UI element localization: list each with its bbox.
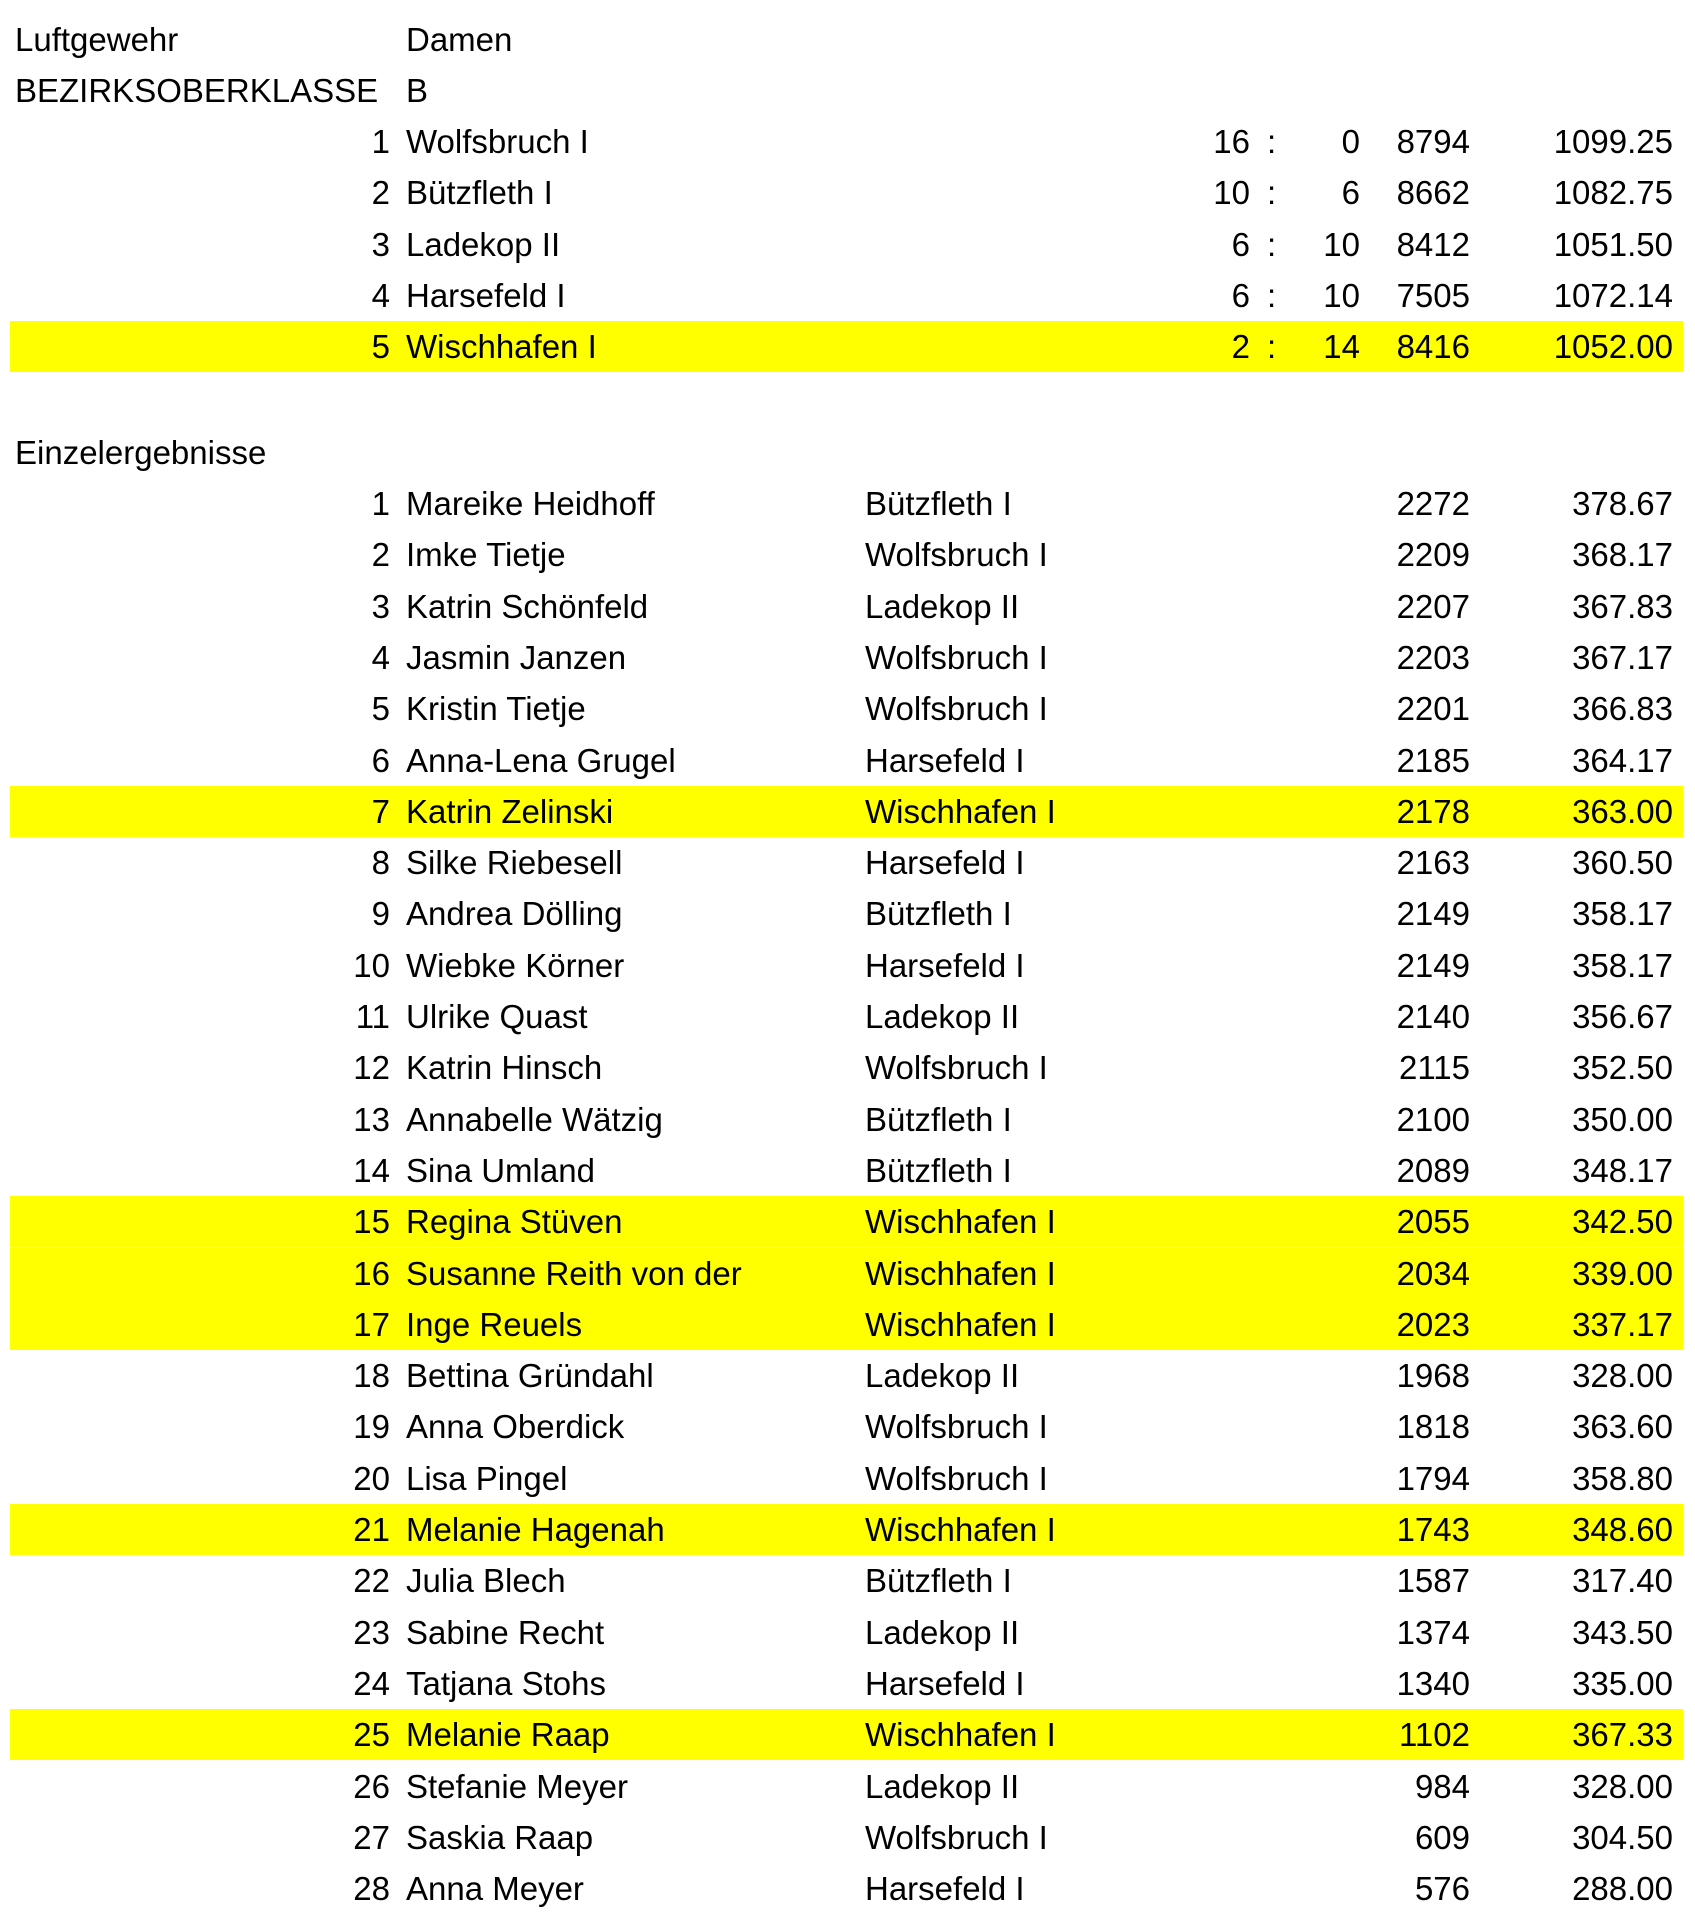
- shooter-name: Jasmin Janzen: [406, 638, 627, 676]
- individual-rank: 9: [371, 895, 390, 933]
- shooter-average: 350.00: [1572, 1100, 1673, 1138]
- individual-rank: 27: [353, 1818, 390, 1856]
- individual-row: [10, 735, 1683, 786]
- shooter-name: Saskia Raap: [406, 1818, 594, 1856]
- individual-rank: 14: [353, 1151, 390, 1189]
- shooter-name: Katrin Schönfeld: [406, 587, 649, 625]
- team-points-lost: 14: [1323, 328, 1360, 366]
- individual-rank: 1: [371, 485, 390, 522]
- individual-row: [10, 1401, 1683, 1452]
- shooter-rings: 2055: [1396, 1203, 1470, 1241]
- team-points-won: 6: [1231, 276, 1250, 314]
- individual-rank: 19: [353, 1408, 390, 1446]
- shooter-average: 363.00: [1572, 792, 1673, 830]
- individual-rank: 5: [371, 690, 390, 728]
- team-name: Wolfsbruch I: [406, 123, 589, 160]
- shooter-club: Wolfsbruch I: [865, 1818, 1048, 1856]
- shooter-rings: 576: [1414, 1870, 1470, 1908]
- shooter-rings: 2178: [1396, 792, 1470, 830]
- individual-row: [10, 632, 1683, 683]
- team-row: [10, 167, 1683, 218]
- shooter-name: Melanie Raap: [406, 1716, 610, 1754]
- shooter-club: Bützfleth I: [865, 895, 1012, 933]
- individual-rank: 21: [353, 1511, 390, 1548]
- shooter-rings: 1587: [1396, 1562, 1470, 1600]
- team-points-won: 6: [1231, 225, 1250, 263]
- shooter-rings: 2115: [1399, 1049, 1470, 1087]
- points-separator: :: [1267, 276, 1277, 314]
- individual-row: [10, 1145, 1683, 1196]
- individual-rank: 8: [371, 844, 390, 882]
- shooter-average: 342.50: [1572, 1203, 1673, 1241]
- individual-row: [10, 1658, 1683, 1709]
- shooter-average: 358.80: [1572, 1459, 1673, 1497]
- header-row-1: [10, 14, 1683, 65]
- individual-row: [10, 888, 1683, 939]
- shooter-average: 352.50: [1572, 1049, 1673, 1087]
- shooter-rings: 2272: [1396, 485, 1470, 522]
- team-points-lost: 6: [1341, 174, 1360, 212]
- individual-row: [10, 1350, 1683, 1401]
- shooter-name: Anna Meyer: [406, 1870, 584, 1908]
- individual-rank: 26: [353, 1767, 390, 1805]
- individual-row: [10, 1042, 1683, 1093]
- shooter-club: Wolfsbruch I: [865, 638, 1048, 676]
- individual-rank: 13: [353, 1100, 390, 1138]
- team-rings: 8416: [1396, 328, 1470, 366]
- shooter-rings: 2207: [1396, 587, 1470, 625]
- shooter-rings: 1340: [1396, 1664, 1470, 1702]
- team-row: [10, 219, 1683, 270]
- team-average: 1099.25: [1553, 123, 1673, 160]
- shooter-average: 364.17: [1572, 741, 1673, 779]
- shooter-club: Harsefeld I: [865, 1870, 1025, 1908]
- shooter-rings: 984: [1414, 1767, 1470, 1805]
- points-separator: :: [1267, 225, 1277, 263]
- individual-rank: 18: [353, 1357, 390, 1395]
- team-points-won: 2: [1231, 328, 1250, 366]
- shooter-name: Mareike Heidhoff: [406, 485, 655, 522]
- team-rings: 7505: [1396, 276, 1470, 314]
- shooter-average: 363.60: [1572, 1408, 1673, 1446]
- shooter-name: Bettina Gründahl: [406, 1357, 654, 1395]
- shooter-club: Bützfleth I: [865, 485, 1012, 522]
- shooter-average: 304.50: [1572, 1818, 1673, 1856]
- shooter-club: Wischhafen I: [865, 1254, 1056, 1292]
- individual-row: [10, 991, 1683, 1042]
- team-rank: 1: [371, 123, 390, 160]
- shooter-rings: 1794: [1396, 1459, 1470, 1497]
- shooter-rings: 1374: [1396, 1613, 1470, 1651]
- individual-rank: 24: [353, 1664, 390, 1702]
- shooter-rings: 2034: [1396, 1254, 1470, 1292]
- shooter-average: 356.67: [1572, 998, 1673, 1035]
- individual-row: [10, 1504, 1683, 1555]
- points-separator: :: [1267, 328, 1277, 366]
- individual-row: [10, 1299, 1683, 1350]
- shooter-average: 348.60: [1572, 1511, 1673, 1548]
- shooter-club: Ladekop II: [865, 1767, 1020, 1805]
- individual-row: [10, 786, 1683, 837]
- header-row-2: [10, 65, 1683, 116]
- individual-row: [10, 1607, 1683, 1658]
- shooter-club: Wischhafen I: [865, 1716, 1056, 1754]
- shooter-club: Bützfleth I: [865, 1562, 1012, 1600]
- shooter-average: 367.83: [1572, 587, 1673, 625]
- individual-row: [10, 683, 1683, 734]
- shooter-name: Julia Blech: [406, 1562, 566, 1600]
- shooter-average: 368.17: [1572, 536, 1673, 574]
- shooter-name: Tatjana Stohs: [406, 1664, 606, 1702]
- shooter-average: 378.67: [1572, 485, 1673, 522]
- individual-section-title: Einzelergebnisse: [15, 434, 267, 471]
- shooter-name: Susanne Reith von der: [406, 1254, 742, 1292]
- team-points-lost: 10: [1323, 225, 1360, 263]
- individual-rank: 7: [371, 792, 390, 830]
- shooter-average: 343.50: [1572, 1613, 1673, 1651]
- team-row: [10, 116, 1683, 167]
- shooter-rings: 1102: [1399, 1716, 1470, 1754]
- shooter-club: Ladekop II: [865, 998, 1020, 1035]
- shooter-name: Anna-Lena Grugel: [406, 741, 676, 779]
- individual-row: [10, 1761, 1683, 1812]
- shooter-club: Bützfleth I: [865, 1151, 1012, 1189]
- shooter-rings: 2149: [1396, 895, 1470, 933]
- individual-row: [10, 1196, 1683, 1247]
- shooter-rings: 2185: [1396, 741, 1470, 779]
- shooter-club: Harsefeld I: [865, 946, 1025, 984]
- shooter-name: Sina Umland: [406, 1151, 595, 1189]
- shooter-average: 367.33: [1572, 1716, 1673, 1754]
- individual-row: [10, 1094, 1683, 1145]
- team-points-lost: 10: [1323, 276, 1360, 314]
- shooter-club: Wischhafen I: [865, 1305, 1056, 1343]
- team-row: [10, 270, 1683, 321]
- team-rings: 8794: [1396, 123, 1470, 160]
- team-name: Bützfleth I: [406, 174, 553, 212]
- individual-rank: 28: [353, 1870, 390, 1908]
- shooter-rings: 2149: [1396, 946, 1470, 984]
- shooter-name: Katrin Zelinski: [406, 792, 614, 830]
- shooter-name: Andrea Dölling: [406, 895, 623, 933]
- shooter-club: Ladekop II: [865, 1613, 1020, 1651]
- points-separator: :: [1267, 174, 1277, 212]
- individual-rank: 4: [371, 638, 390, 676]
- team-rank: 4: [371, 276, 390, 314]
- shooter-name: Stefanie Meyer: [406, 1767, 628, 1805]
- shooter-rings: 2089: [1396, 1151, 1470, 1189]
- shooter-rings: 1968: [1396, 1357, 1470, 1395]
- shooter-average: 288.00: [1572, 1870, 1673, 1908]
- individual-rank: 2: [371, 536, 390, 574]
- team-points-won: 16: [1213, 123, 1250, 160]
- team-points-won: 10: [1213, 174, 1250, 212]
- shooter-club: Wischhafen I: [865, 792, 1056, 830]
- shooter-club: Harsefeld I: [865, 844, 1025, 882]
- shooter-name: Regina Stüven: [406, 1203, 623, 1241]
- shooter-average: 366.83: [1572, 690, 1673, 728]
- shooter-rings: 2163: [1396, 844, 1470, 882]
- league-label: BEZIRKSOBERKLASSE: [15, 72, 379, 109]
- shooter-average: 337.17: [1572, 1305, 1673, 1343]
- shooter-club: Ladekop II: [865, 1357, 1020, 1395]
- shooter-average: 358.17: [1572, 895, 1673, 933]
- shooter-name: Wiebke Körner: [406, 946, 625, 984]
- shooter-name: Inge Reuels: [406, 1305, 583, 1343]
- individual-row: [10, 837, 1683, 888]
- shooter-name: Ulrike Quast: [406, 998, 588, 1035]
- points-separator: :: [1267, 123, 1277, 160]
- shooter-rings: 2100: [1396, 1100, 1470, 1138]
- individual-rank: 25: [353, 1716, 390, 1754]
- individual-rank: 23: [353, 1613, 390, 1651]
- shooter-club: Ladekop II: [865, 587, 1020, 625]
- shooter-name: Melanie Hagenah: [406, 1511, 665, 1548]
- team-average: 1082.75: [1553, 174, 1673, 212]
- individual-rank: 10: [353, 946, 390, 984]
- shooter-average: 335.00: [1572, 1664, 1673, 1702]
- shooter-rings: 609: [1414, 1818, 1470, 1856]
- category-label: Damen: [406, 21, 513, 58]
- shooter-club: Harsefeld I: [865, 1664, 1025, 1702]
- shooter-average: 360.50: [1572, 844, 1673, 882]
- individual-row: [10, 1453, 1683, 1504]
- individual-rank: 12: [353, 1049, 390, 1087]
- team-rank: 2: [371, 174, 390, 212]
- team-name: Ladekop II: [406, 225, 561, 263]
- shooter-name: Sabine Recht: [406, 1613, 605, 1651]
- shooter-rings: 2023: [1396, 1305, 1470, 1343]
- shooter-rings: 2209: [1396, 536, 1470, 574]
- shooter-rings: 2201: [1396, 690, 1470, 728]
- team-rank: 3: [371, 225, 390, 263]
- individual-row: [10, 1248, 1683, 1299]
- individual-section-row: [10, 427, 1683, 478]
- group-label: B: [406, 72, 429, 109]
- shooter-name: Kristin Tietje: [406, 690, 586, 728]
- shooter-club: Harsefeld I: [865, 741, 1025, 779]
- individual-row: [10, 940, 1683, 991]
- individual-row: [10, 1709, 1683, 1760]
- shooter-club: Wischhafen I: [865, 1511, 1056, 1548]
- shooter-club: Wolfsbruch I: [865, 690, 1048, 728]
- shooter-average: 339.00: [1572, 1254, 1673, 1292]
- individual-rank: 11: [355, 998, 390, 1035]
- shooter-name: Imke Tietje: [406, 536, 566, 574]
- team-name: Wischhafen I: [406, 328, 597, 366]
- individual-row: [10, 529, 1683, 580]
- shooter-name: Anna Oberdick: [406, 1408, 625, 1446]
- individual-rank: 22: [353, 1562, 390, 1600]
- team-rank: 5: [371, 328, 390, 366]
- individual-rank: 3: [371, 587, 390, 625]
- shooter-average: 328.00: [1572, 1357, 1673, 1395]
- shooter-club: Wolfsbruch I: [865, 1408, 1048, 1446]
- shooter-name: Lisa Pingel: [406, 1459, 568, 1497]
- shooter-rings: 1743: [1396, 1511, 1470, 1548]
- shooter-name: Annabelle Wätzig: [406, 1100, 663, 1138]
- individual-row: [10, 1863, 1683, 1914]
- individual-row: [10, 478, 1683, 529]
- team-rings: 8412: [1396, 225, 1470, 263]
- shooter-name: Katrin Hinsch: [406, 1049, 603, 1087]
- team-name: Harsefeld I: [406, 276, 566, 314]
- shooter-average: 317.40: [1572, 1562, 1673, 1600]
- team-row: [10, 321, 1683, 372]
- team-average: 1072.14: [1553, 276, 1673, 314]
- shooter-average: 328.00: [1572, 1767, 1673, 1805]
- shooter-average: 358.17: [1572, 946, 1673, 984]
- individual-rank: 17: [353, 1305, 390, 1343]
- shooter-club: Bützfleth I: [865, 1100, 1012, 1138]
- individual-rank: 6: [371, 741, 390, 779]
- shooter-rings: 1818: [1396, 1408, 1470, 1446]
- individual-row: [10, 1555, 1683, 1606]
- individual-rank: 20: [353, 1459, 390, 1497]
- shooter-rings: 2203: [1396, 638, 1470, 676]
- shooter-club: Wolfsbruch I: [865, 536, 1048, 574]
- discipline-label: Luftgewehr: [15, 21, 179, 58]
- shooter-club: Wolfsbruch I: [865, 1049, 1048, 1087]
- team-average: 1052.00: [1553, 328, 1673, 366]
- individual-rank: 16: [353, 1254, 390, 1292]
- shooter-average: 348.17: [1572, 1151, 1673, 1189]
- shooter-name: Silke Riebesell: [406, 844, 623, 882]
- shooter-club: Wischhafen I: [865, 1203, 1056, 1241]
- team-rings: 8662: [1396, 174, 1470, 212]
- shooter-average: 367.17: [1572, 638, 1673, 676]
- team-points-lost: 0: [1341, 123, 1360, 160]
- individual-row: [10, 581, 1683, 632]
- team-average: 1051.50: [1553, 225, 1673, 263]
- shooter-club: Wolfsbruch I: [865, 1459, 1048, 1497]
- individual-rank: 15: [353, 1203, 390, 1241]
- individual-row: [10, 1812, 1683, 1863]
- shooter-rings: 2140: [1396, 998, 1470, 1035]
